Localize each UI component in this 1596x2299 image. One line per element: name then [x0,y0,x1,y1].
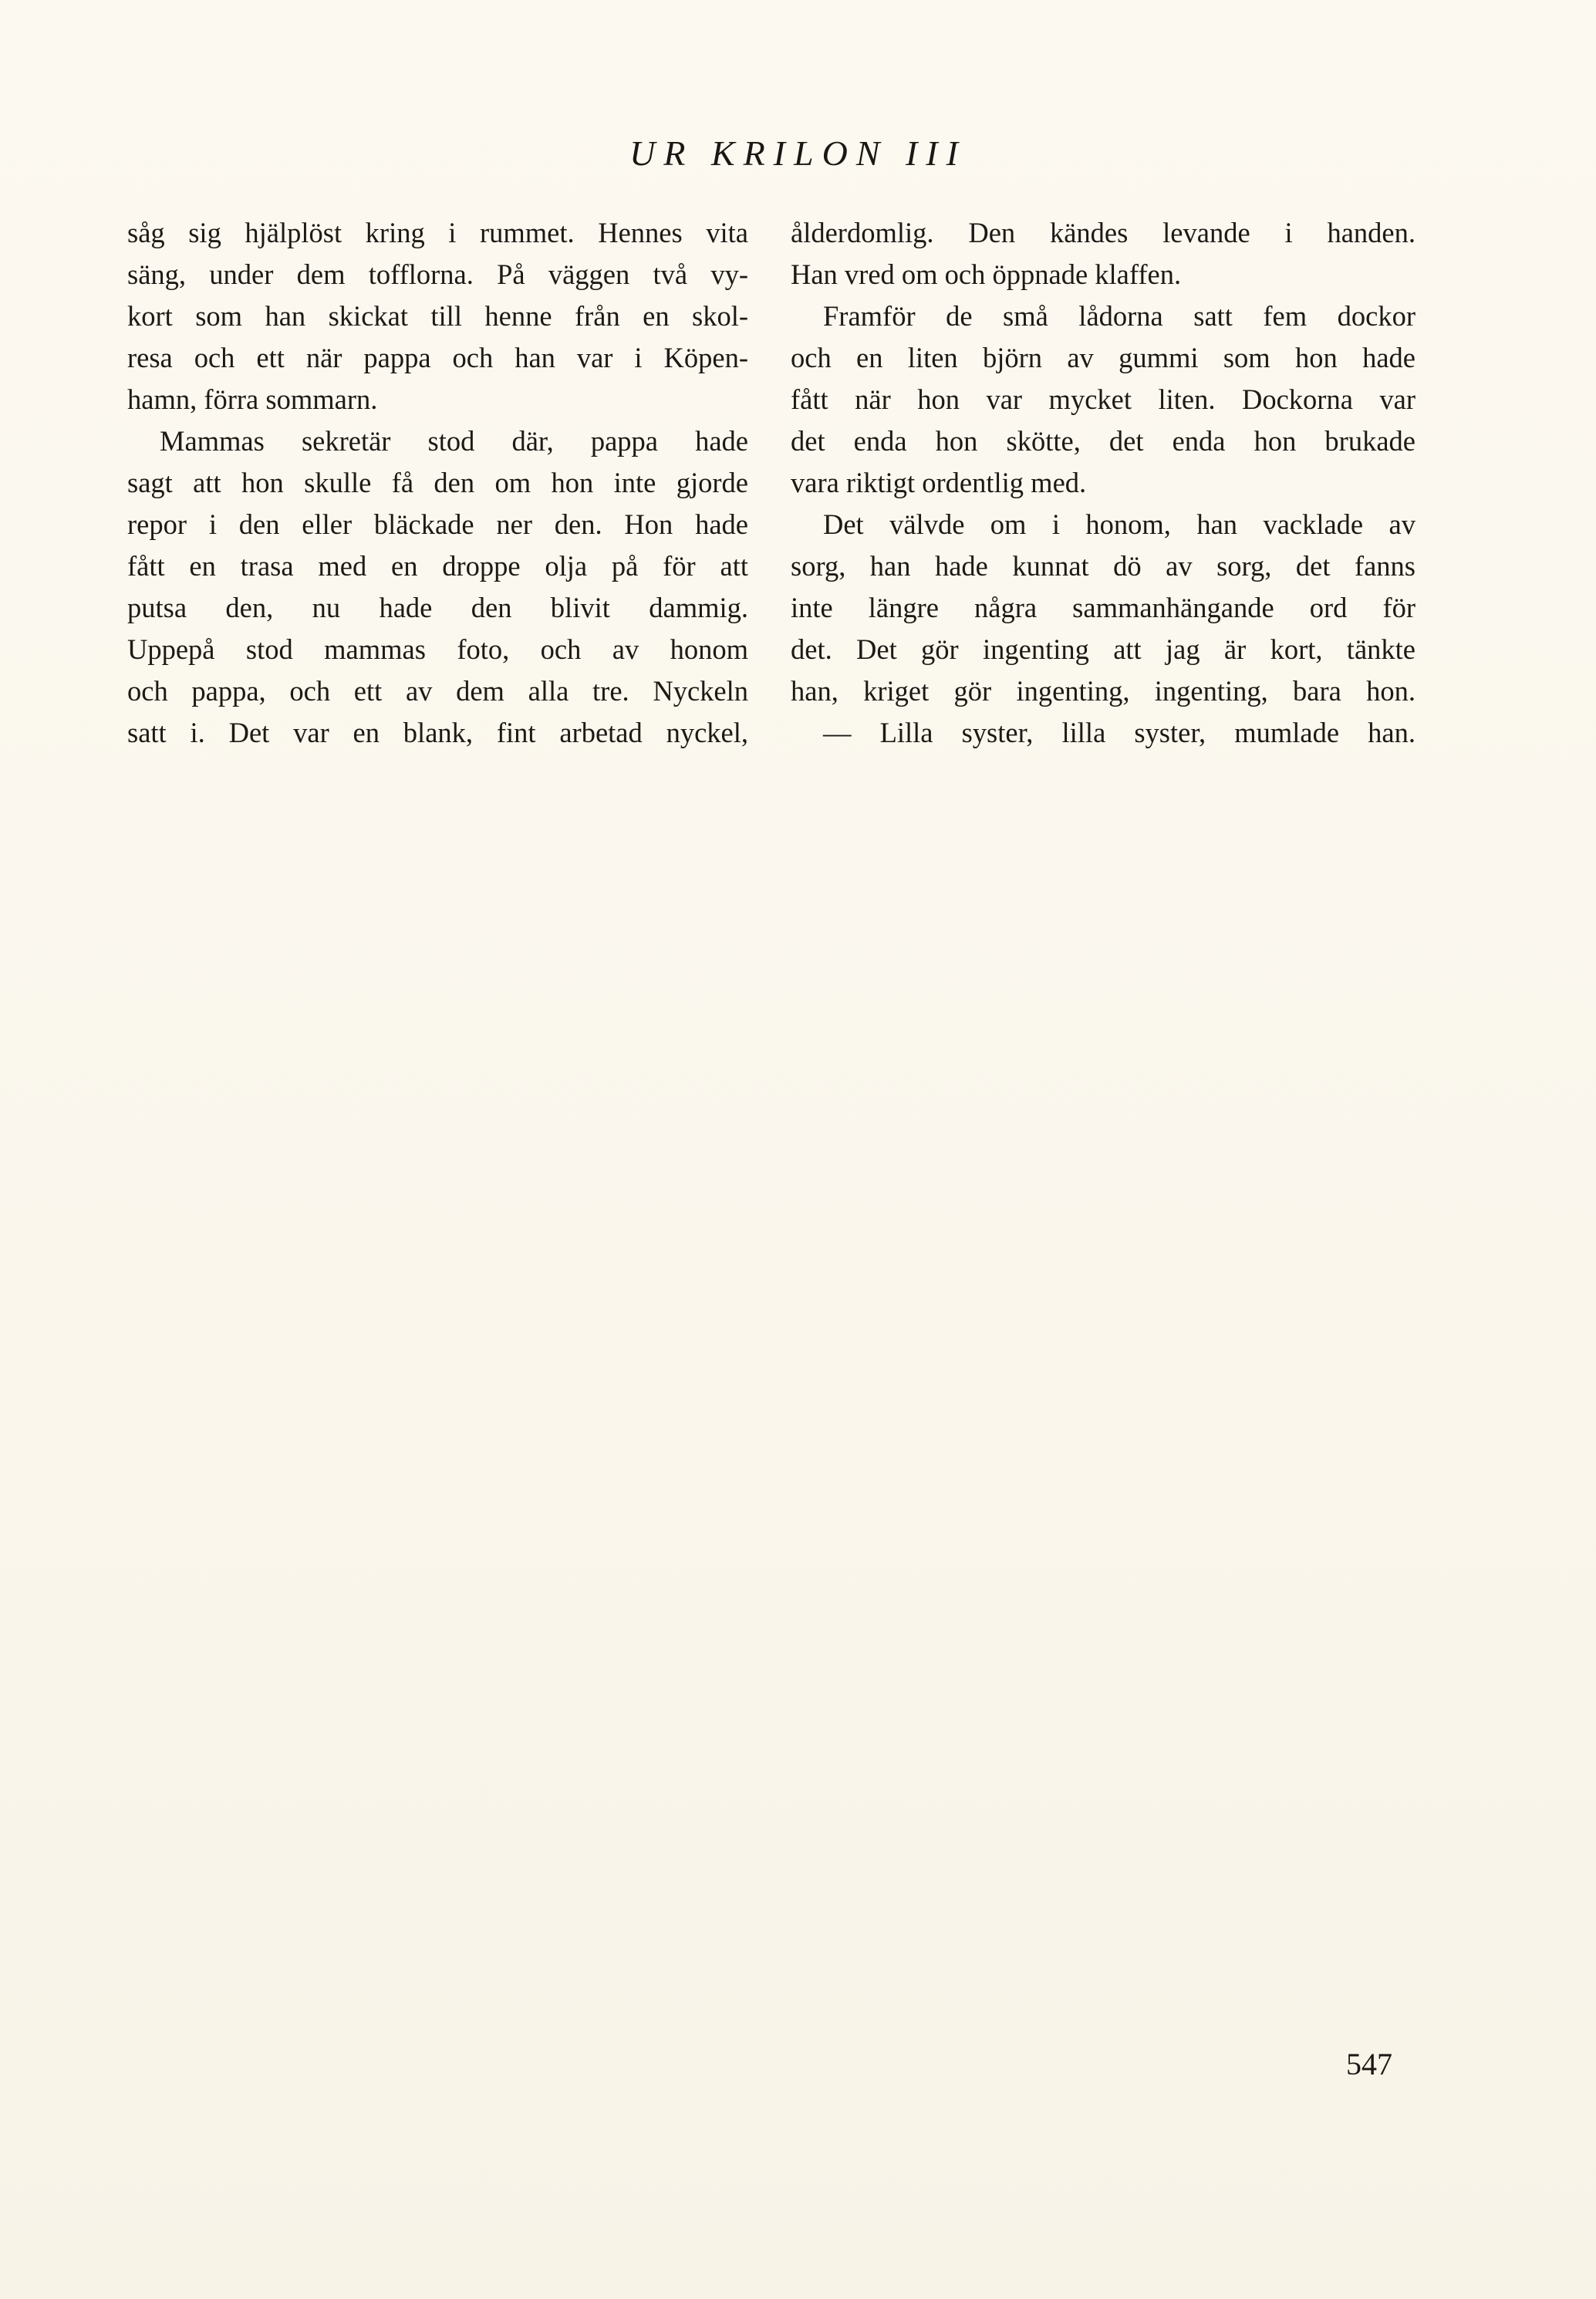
text-line: ålderdomlig. Den kändes levande i handen. [791,217,1415,248]
text-line: repor i den eller bläckade ner den. Hon hade [127,508,748,540]
page-number: 547 [1346,2047,1392,2081]
text-line: och pappa, och ett av dem alla tre. Nyckeln [127,675,748,707]
text-line: inte längre några sammanhängande ord för [791,592,1415,623]
text-line: Mammas sekretär stod där, pappa hade [160,425,748,457]
paragraph [127,212,748,420]
text-line: säng, under dem tofflorna. På väggen två vy- [127,258,748,290]
text-line: fått en trasa med en droppe olja på för att [127,550,748,582]
paragraph [791,212,1415,295]
paragraph [127,420,748,754]
text-line: och en liten björn av gummi som hon hade [791,342,1415,373]
text-line: Uppepå stod mammas foto, och av honom [127,633,748,665]
text-line: sagt att hon skulle få den om hon inte gjorde [127,467,748,498]
text-line: det enda hon skötte, det enda hon brukade [791,425,1415,457]
text-line: — Lilla syster, lilla syster, mumlade han. [823,717,1415,748]
text-line: satt i. Det var en blank, fint arbetad nyckel, [127,717,748,748]
text-line: Det välvde om i honom, han vacklade av [823,508,1415,540]
text-line: kort som han skickat till henne från en skol- [127,300,748,332]
paragraph [791,712,1415,754]
text-line: han, kriget gör ingenting, ingenting, bara hon. [791,675,1415,707]
text-line: det. Det gör ingenting att jag är kort, tänkte [791,633,1415,665]
text-column-left [127,212,748,754]
paragraph [791,504,1415,712]
text-line: hamn, förra sommarn. [127,383,378,415]
paragraph [791,295,1415,504]
running-head: UR KRILON III [629,133,967,173]
text-line: sorg, han hade kunnat dö av sorg, det fanns [791,550,1415,582]
text-line: såg sig hjälplöst kring i rummet. Hennes vita [127,217,748,248]
text-line: Framför de små lådorna satt fem dockor [823,300,1415,332]
text-line: putsa den, nu hade den blivit dammig. [127,592,748,623]
text-line: fått när hon var mycket liten. Dockorna var [791,383,1415,415]
text-line: vara riktigt ordentlig med. [791,467,1087,498]
text-line: resa och ett när pappa och han var i Köpen- [127,342,748,373]
text-line: Han vred om och öppnade klaffen. [791,258,1182,290]
text-column-right [791,212,1415,754]
